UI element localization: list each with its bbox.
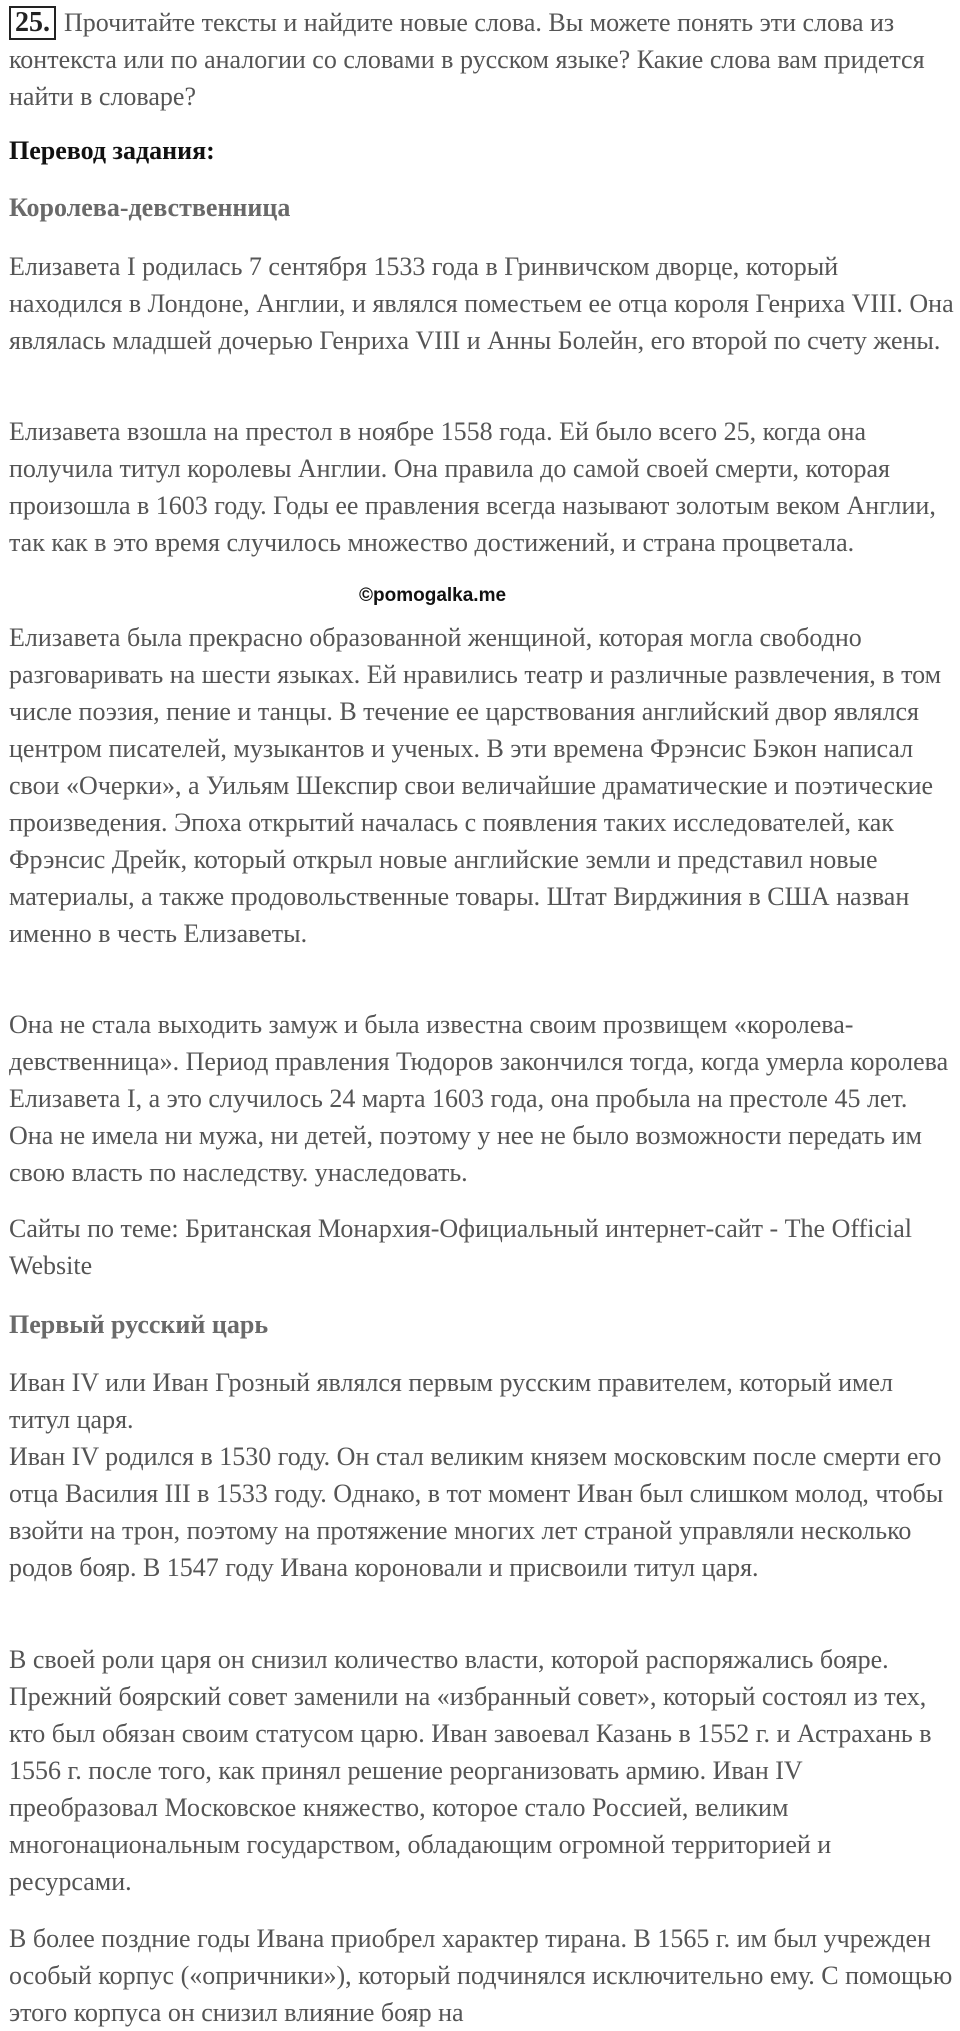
section-title-first-tsar: Первый русский царь [9,1310,269,1339]
watermark: ©pomogalka.me [359,585,507,606]
paragraph-ivan-intro: Иван IV или Иван Грозный являлся первым русским правителем, который имел титул царя. [9,1368,894,1434]
paragraph-ivan-birth: Иван IV родился в 1530 году. Он стал великим князем московским после смерти его отца Василия III в 1533 году. Однако, в тот момент Иван был слишком молод, чтобы взойти на трон, поэтому на протяжение многих лет страной управляли несколько родов бояр. В 1547 году Ивана короновали и присвоили титул царя. [9,1442,944,1582]
task-prompt [9,4,949,115]
task-text: Прочитайте тексты и найдите новые слова. Вы можете понять эти слова из контекста или по аналогии со словами в русском языке? Какие слова вам придется найти в словаре? [9,8,925,111]
paragraph-virgin-queen: Она не стала выходить замуж и была известна своим прозвищем «королева-девственница». Период правления Тюдоров закончился тогда, когда умерла королева Елизавета I, а это случилось 24 марта 1603 года, она пробыла на престоле 45 лет. Она не имела ни мужа, ни детей, поэтому у нее не было возможности передать им свою власть по наследству. унаследовать. [9,1010,949,1187]
paragraph-related-sites: Сайты по теме: Британская Монархия-Официальный интернет-сайт - The Official Website [9,1214,912,1280]
paragraph-ivan-tyrant: В более поздние годы Ивана приобрел характер тирана. В 1565 г. им был учрежден особый корпус («опричники»), который подчинялся исключительно ему. С помощью этого корпуса он снизил влияние бояр на [9,1924,953,2027]
paragraph-reign: Елизавета взошла на престол в ноябре 1558 года. Ей было всего 25, когда она получила титул королевы Англии. Она правила до самой своей смерти, которая произошла в 1603 году. Годы ее правления всегда называют золотым веком Англии, так как в это время случилось множество достижений, и страна процветала. [9,417,936,557]
paragraph-ivan-power: В своей роли царя он снизил количество власти, которой распоряжались бояре. Прежний боярский совет заменили на «избранный совет», который состоял из тех, кто был обязан своим статусом царю. Иван завоевал Казань в 1552 г. и Астрахань в 1556 г. после того, как принял решение реорганизовать армию. Иван IV преобразовал Московское княжество, которое стало Россией, великим многонациональным государством, обладающим огромной территорией и ресурсами. [9,1645,932,1896]
task-number: 25. [9,6,56,40]
paragraph-education: Елизавета была прекрасно образованной женщиной, которая могла свободно разговаривать на шести языках. Ей нравились театр и различные развлечения, в том числе поэзия, пение и танцы. В течение ее царствования английский двор являлся центром писателей, музыкантов и ученых. В эти времена Фрэнсис Бэкон написал свои «Очерки», а Уильям Шекспир свои величайшие драматические и поэтические произведения. Эпоха открытий началась с появления таких исследователей, как Фрэнсис Дрейк, который открыл новые английские земли и представил новые материалы, а также продовольственные товары. Штат Вирджиния в США назван именно в честь Елизаветы. [9,623,942,948]
section-title-virgin-queen: Королева-девственница [9,193,291,222]
translation-heading: Перевод задания: [9,136,215,165]
paragraph-birth: Елизавета I родилась 7 сентября 1533 года в Гринвичском дворце, который находился в Лондоне, Англии, и являлся поместьем ее отца короля Генриха VIII. Она являлась младшей дочерью Генриха VIII и Анны Болейн, его второй по счету жены. [9,252,954,355]
